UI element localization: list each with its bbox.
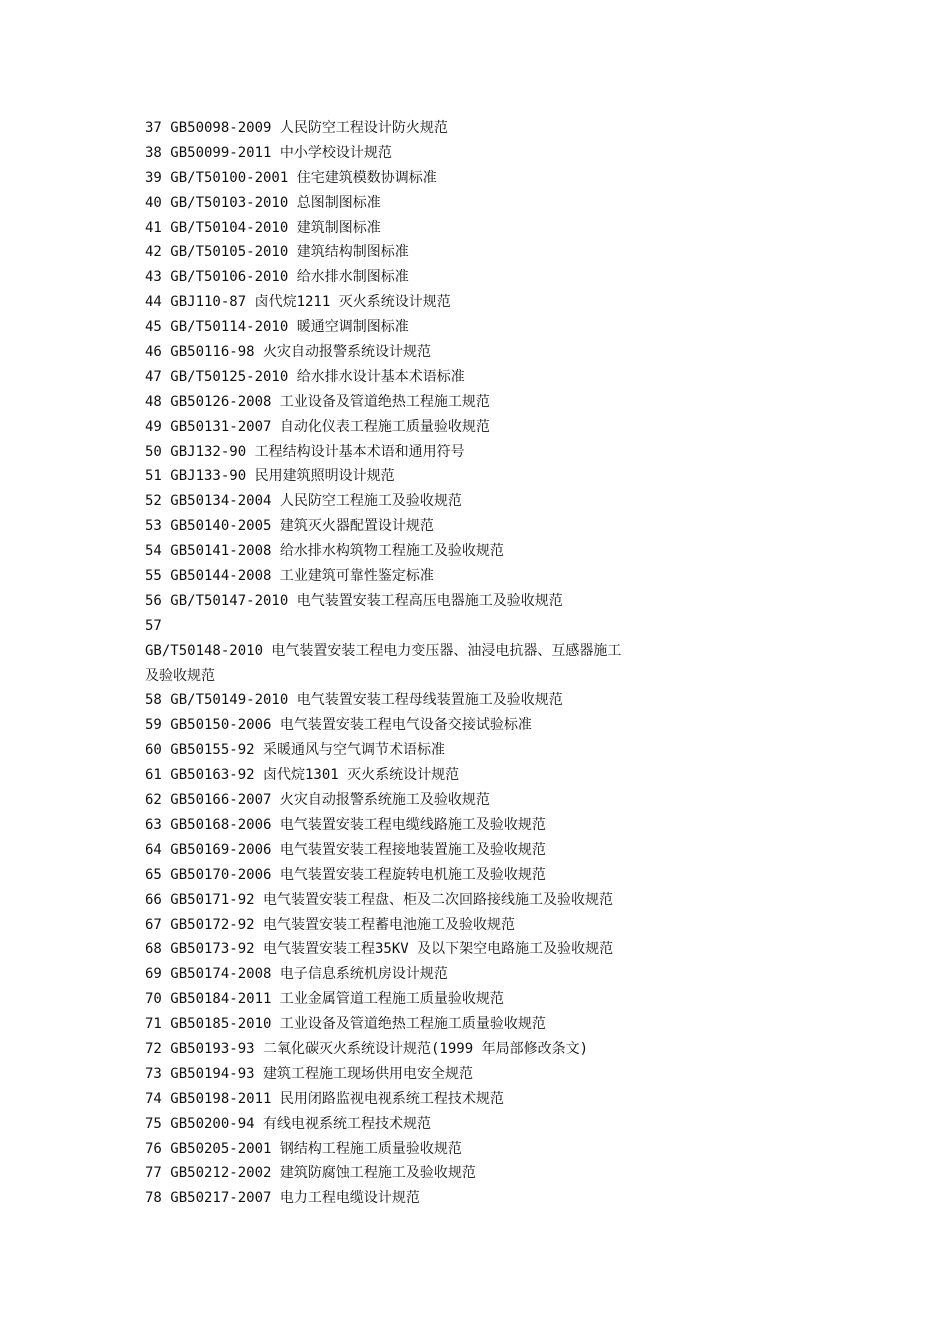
list-line: 65 GB50170-2006 电气装置安装工程旋转电机施工及验收规范 (145, 866, 546, 883)
list-line: 76 GB50205-2001 钢结构工程施工质量验收规范 (145, 1140, 462, 1157)
list-line: 66 GB50171-92 电气装置安装工程盘、柜及二次回路接线施工及验收规范 (145, 891, 614, 908)
list-line: 59 GB50150-2006 电气装置安装工程电气设备交接试验标准 (145, 717, 532, 734)
standards-list (145, 116, 705, 1211)
list-line: 38 GB50099-2011 中小学校设计规范 (145, 144, 392, 161)
list-line: 75 GB50200-94 有线电视系统工程技术规范 (145, 1115, 432, 1132)
list-line: 54 GB50141-2008 给水排水构筑物工程施工及验收规范 (145, 543, 504, 560)
list-line: 及验收规范 (145, 667, 215, 684)
list-line: 57 (145, 617, 162, 634)
list-line: 72 GB50193-93 二氧化碳灭火系统设计规范(1999 年局部修改条文) (145, 1040, 589, 1057)
list-line: 47 GB/T50125-2010 给水排水设计基本术语标准 (145, 368, 465, 385)
list-line: 49 GB50131-2007 自动化仪表工程施工质量验收规范 (145, 418, 490, 435)
list-line: 48 GB50126-2008 工业设备及管道绝热工程施工规范 (145, 393, 490, 410)
list-line: 45 GB/T50114-2010 暖通空调制图标准 (145, 319, 409, 336)
list-line: 74 GB50198-2011 民用闭路监视电视系统工程技术规范 (145, 1090, 504, 1107)
list-line: 43 GB/T50106-2010 给水排水制图标准 (145, 269, 409, 286)
list-line: 63 GB50168-2006 电气装置安装工程电缆线路施工及验收规范 (145, 816, 546, 833)
list-line: 39 GB/T50100-2001 住宅建筑模数协调标准 (145, 169, 437, 186)
list-line: 73 GB50194-93 建筑工程施工现场供用电安全规范 (145, 1065, 474, 1082)
list-line: 78 GB50217-2007 电力工程电缆设计规范 (145, 1190, 420, 1207)
list-line: 42 GB/T50105-2010 建筑结构制图标准 (145, 244, 409, 261)
list-line: 40 GB/T50103-2010 总图制图标准 (145, 194, 381, 211)
list-line: 56 GB/T50147-2010 电气装置安装工程高压电器施工及验收规范 (145, 592, 563, 609)
list-line: 50 GBJ132-90 工程结构设计基本术语和通用符号 (145, 443, 465, 460)
list-line: 37 GB50098-2009 人民防空工程设计防火规范 (145, 120, 448, 136)
list-line: 69 GB50174-2008 电子信息系统机房设计规范 (145, 966, 448, 983)
list-line: 67 GB50172-92 电气装置安装工程蓄电池施工及验收规范 (145, 916, 516, 933)
list-line: 71 GB50185-2010 工业设备及管道绝热工程施工质量验收规范 (145, 1016, 546, 1033)
list-line: 46 GB50116-98 火灾自动报警系统设计规范 (145, 344, 432, 361)
list-line: 70 GB50184-2011 工业金属管道工程施工质量验收规范 (145, 991, 504, 1008)
list-line: 62 GB50166-2007 火灾自动报警系统施工及验收规范 (145, 792, 490, 809)
list-line: 58 GB/T50149-2010 电气装置安装工程母线装置施工及验收规范 (145, 692, 563, 709)
list-line: 61 GB50163-92 卤代烷1301 灭火系统设计规范 (145, 767, 460, 784)
list-line: 51 GBJ133-90 民用建筑照明设计规范 (145, 468, 395, 485)
list-line: 44 GBJ110-87 卤代烷1211 灭火系统设计规范 (145, 294, 451, 311)
list-line: 60 GB50155-92 采暖通风与空气调节术语标准 (145, 742, 446, 759)
list-line: 52 GB50134-2004 人民防空工程施工及验收规范 (145, 493, 462, 510)
list-line: 53 GB50140-2005 建筑灭火器配置设计规范 (145, 518, 434, 535)
list-line: GB/T50148-2010 电气装置安装工程电力变压器、油浸电抗器、互感器施工 (145, 642, 622, 659)
list-line: 55 GB50144-2008 工业建筑可靠性鉴定标准 (145, 568, 434, 585)
list-line: 64 GB50169-2006 电气装置安装工程接地装置施工及验收规范 (145, 841, 546, 858)
list-line: 41 GB/T50104-2010 建筑制图标准 (145, 219, 381, 236)
list-line: 77 GB50212-2002 建筑防腐蚀工程施工及验收规范 (145, 1165, 476, 1182)
list-line: 68 GB50173-92 电气装置安装工程35KV 及以下架空电路施工及验收规范 (145, 941, 614, 958)
